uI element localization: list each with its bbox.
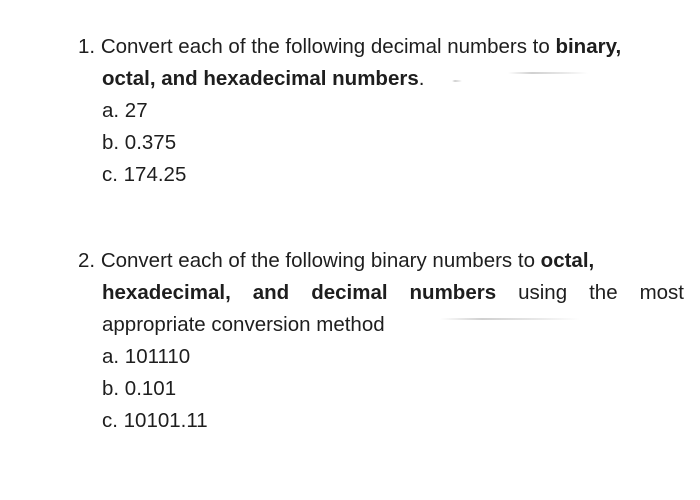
question-2: [78, 245, 684, 437]
question-1-bold-targets: octal, and hexadecimal numbers: [102, 67, 419, 90]
question-1-line-1: [78, 31, 684, 63]
question-1: [78, 31, 684, 191]
question-1-bold-binary: binary,: [555, 35, 622, 58]
question-2-item-a: a. 101110: [102, 345, 191, 368]
question-1-text-start: Convert each of the following decimal numbers to: [100, 35, 556, 58]
question-1-number: 1.: [78, 35, 96, 58]
question-1-item-a: a. 27: [102, 99, 148, 122]
question-2-line-2: [78, 277, 684, 309]
question-1-item-b: b. 0.375: [102, 131, 177, 154]
scan-smudge-2: [452, 80, 462, 82]
question-2-line-1: [78, 245, 684, 277]
question-2-item-b: b. 0.101: [102, 377, 177, 400]
question-2-text-start: Convert each of the following binary numbers to: [100, 249, 541, 272]
question-2-bold-targets: hexadecimal, and decimal numbers: [102, 281, 497, 304]
question-1-period: .: [418, 67, 425, 90]
scan-smudge-3: [440, 318, 580, 320]
question-2-number: 2.: [78, 249, 96, 272]
question-1-item-c: c. 174.25: [102, 163, 187, 186]
question-2-item-c: c. 10101.11: [102, 409, 208, 432]
question-2-bold-octal: octal,: [540, 249, 595, 272]
question-1-line-2: [78, 63, 684, 95]
question-2-line-3: appropriate conversion method: [102, 313, 385, 336]
scan-smudge-1: [508, 72, 588, 74]
question-2-text-using: using the most: [496, 281, 685, 304]
